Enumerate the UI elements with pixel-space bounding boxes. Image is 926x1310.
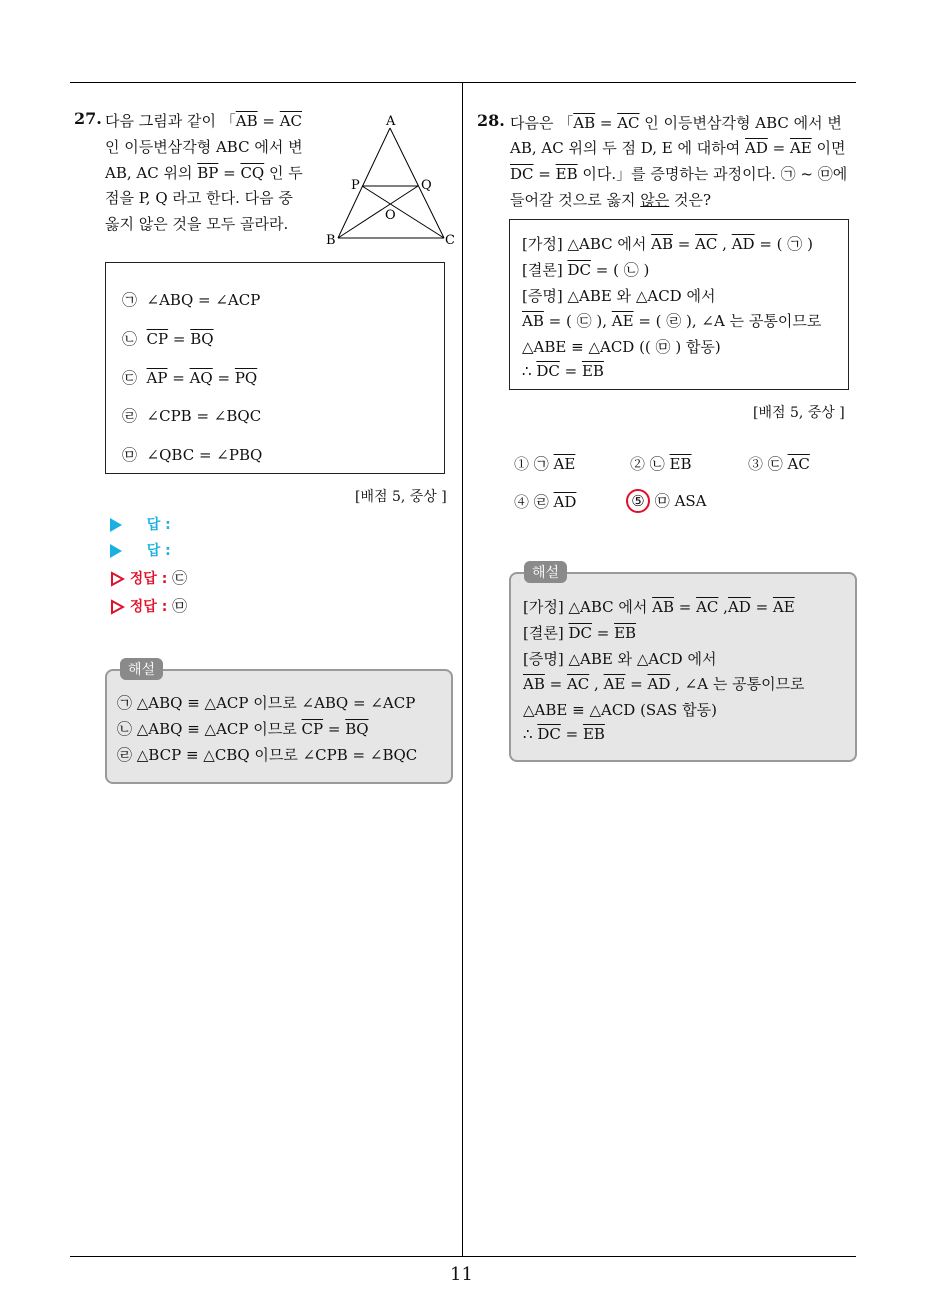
solution-line: [증명] △ABE 와 △ACD 에서 xyxy=(523,650,717,668)
filled-triangle-right-icon xyxy=(110,518,122,532)
proof-line: $\overline{AB}$ = ( ㉢ ), $\overline{AE}$ = ( ㉣ ), ∠A 는 공통이므로 xyxy=(522,312,822,330)
choice-2[interactable]: ② ㉡ $\overline{EB}$ xyxy=(630,455,692,473)
option-3[interactable]: ㉢ $\overline{AP} = \overline{AQ} = \overline{PQ}$ xyxy=(122,369,258,387)
score-label: [배점 5, 중상 ] xyxy=(753,405,845,421)
stem-line: $\overline{DC} = \overline{EB}$ 이다.」를 증명하는 과정이다. ㉠ ~ ㉤에 xyxy=(510,165,848,183)
stem-line: 다음 그림과 같이 「$\overline{AB} = \overline{AC}$ xyxy=(105,112,303,130)
choice-5[interactable]: ⑤ ㉤ ASA xyxy=(630,489,707,513)
page-number: 11 xyxy=(450,1264,473,1285)
stem-line: 인 이등변삼각형 ABC 에서 변 xyxy=(105,138,303,156)
triangle-figure xyxy=(322,112,462,252)
figure-label-q: Q xyxy=(421,178,432,193)
stem-line: 점을 P, Q 라고 한다. 다음 중 xyxy=(105,189,293,207)
solution-line: ㉡ △ABQ ≡ △ACP 이므로 $\overline{CP} = \overline{BQ}$ xyxy=(117,720,369,738)
option-4[interactable]: ㉣ ∠CPB = ∠BQC xyxy=(122,407,262,425)
correct-value: ㉢ xyxy=(172,569,188,587)
answer-line xyxy=(110,540,171,560)
figure-label-p: P xyxy=(351,178,360,193)
solution-line: $\overline{AB} = \overline{AC}$ , $\overline{AE} = \overline{AD}$ , ∠A 는 공통이므로 xyxy=(523,675,805,693)
solution-tag: 해설 xyxy=(524,561,567,583)
solution-line: [가정] △ABC 에서 $\overline{AB} = \overline{AC}$ $,\overline{AD} = \overline{AE}$ xyxy=(523,598,795,616)
option-1[interactable]: ㉠ ∠ABQ = ∠ACP xyxy=(122,291,261,309)
choice-1[interactable]: ① ㉠ $\overline{AE}$ xyxy=(514,455,576,473)
solution-line: ㉣ △BCP ≡ △CBQ 이므로 ∠CPB = ∠BQC xyxy=(117,746,418,764)
figure-label-b: B xyxy=(326,233,336,248)
proof-box xyxy=(509,219,849,390)
solution-box xyxy=(105,669,453,784)
solution-line: △ABE ≡ △ACD (SAS 합동) xyxy=(523,701,717,719)
filled-triangle-right-icon xyxy=(110,544,122,558)
choice-3[interactable]: ③ ㉢ $\overline{AC}$ xyxy=(748,455,810,473)
figure-label-c: C xyxy=(445,233,455,248)
stem-line: 들어갈 것으로 옳지 않은 것은? xyxy=(510,191,712,209)
proof-line: △ABE ≡ △ACD (( ㉤ ) 합동) xyxy=(522,338,721,356)
choice-4[interactable]: ④ ㉣ $\overline{AD}$ xyxy=(514,493,577,511)
solution-line: [결론] $\overline{DC} = \overline{EB}$ xyxy=(523,624,637,642)
correct-value: ㉤ xyxy=(172,597,188,615)
top-rule xyxy=(70,82,856,83)
column-divider xyxy=(462,82,463,1257)
proof-line: [결론] $\overline{DC}$ = ( ㉡ ) xyxy=(522,261,650,279)
solution-line: ∴ $\overline{DC} = \overline{EB}$ xyxy=(523,725,605,743)
option-5[interactable]: ㉤ ∠QBC = ∠PBQ xyxy=(122,446,263,464)
options-box xyxy=(105,262,445,474)
outline-triangle-right-icon xyxy=(110,599,125,615)
figure-label-a: A xyxy=(386,114,396,129)
stem-line: AB, AC 위의 두 점 D, E 에 대하여 $\overline{AD} = \overline{AE}$ 이면 xyxy=(510,139,846,157)
solution-line: ㉠ △ABQ ≡ △ACP 이므로 ∠ABQ = ∠ACP xyxy=(117,694,416,712)
stem-line: 옳지 않은 것을 모두 골라라. xyxy=(105,215,289,233)
stem-line: 다음은 「$\overline{AB} = \overline{AC}$ 인 이등변삼각형 ABC 에서 변 xyxy=(510,114,842,132)
figure-label-o: O xyxy=(385,208,396,223)
answer-line xyxy=(110,514,171,534)
bottom-rule xyxy=(70,1256,856,1257)
correct-line xyxy=(110,567,187,588)
solution-box xyxy=(509,572,857,762)
answer-label: 답 : xyxy=(146,543,171,559)
proof-line: [가정] △ABC 에서 $\overline{AB} = \overline{AC}$ , $\overline{AD}$ = ( ㉠ ) xyxy=(522,235,813,253)
selected-answer-circle: ⑤ xyxy=(626,489,650,513)
outline-triangle-right-icon xyxy=(110,571,125,587)
correct-label: 정답 : xyxy=(129,599,168,615)
correct-line xyxy=(110,595,187,616)
solution-tag: 해설 xyxy=(120,658,163,680)
proof-line: ∴ $\overline{DC} = \overline{EB}$ xyxy=(522,362,604,380)
correct-label: 정답 : xyxy=(129,571,168,587)
score-label: [배점 5, 중상 ] xyxy=(355,489,447,505)
answer-label: 답 : xyxy=(146,517,171,533)
option-2[interactable]: ㉡ $\overline{CP} = \overline{BQ}$ xyxy=(122,330,214,348)
question-number: 27. xyxy=(74,109,102,128)
stem-line: AB, AC 위의 $\overline{BP} = \overline{CQ}$ 인 두 xyxy=(105,164,303,182)
question-number: 28. xyxy=(477,111,505,130)
proof-line: [증명] △ABE 와 △ACD 에서 xyxy=(522,287,716,305)
